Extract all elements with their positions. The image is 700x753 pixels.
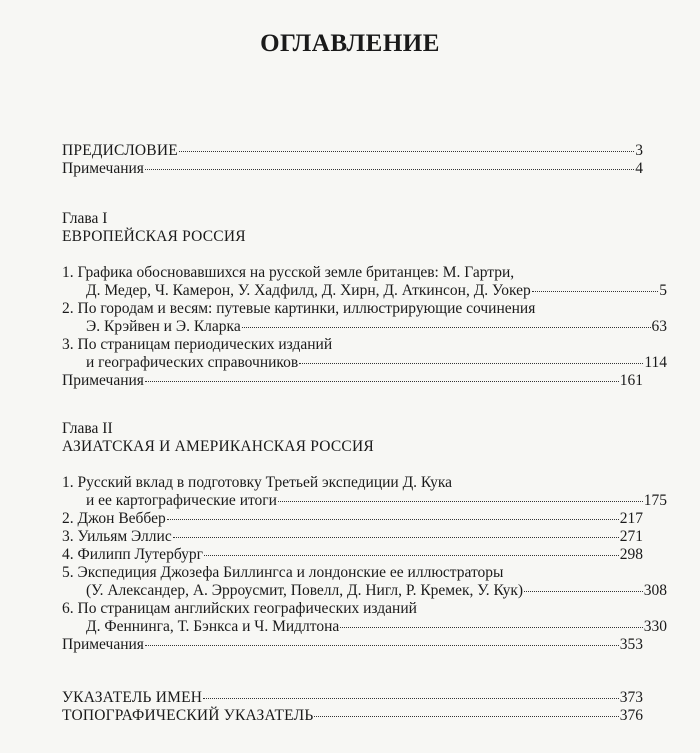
toc-entry-line: 3. По страницам периодических изданий	[62, 336, 333, 353]
toc-entry-topographic-index	[62, 707, 643, 725]
leader-dots	[145, 645, 619, 646]
toc-entry-line: 6. По страницам английских географических изданий	[62, 600, 417, 617]
leader-dots	[167, 519, 619, 520]
leader-dots	[204, 555, 619, 556]
leader-dots	[242, 327, 651, 328]
entry-text: ТОПОГРАФИЧЕСКИЙ УКАЗАТЕЛЬ	[62, 707, 314, 724]
entry-text: 3. Уильям Эллис	[62, 528, 172, 545]
page-number: 308	[643, 582, 667, 599]
toc-entry-notes-front	[62, 160, 643, 178]
toc-entry-notes-ch1	[62, 372, 643, 390]
page-number: 63	[651, 318, 667, 335]
entry-text: Примечания	[62, 160, 144, 177]
entry-text: и географических справочников	[86, 354, 299, 371]
leader-dots	[145, 169, 634, 170]
page-number: 373	[619, 689, 643, 706]
toc-entry	[62, 354, 667, 372]
page-number: 4	[635, 160, 643, 177]
toc-entry	[62, 618, 667, 636]
leader-dots	[278, 501, 643, 502]
page-number: 376	[619, 707, 643, 724]
chapter-title: АЗИАТСКАЯ И АМЕРИКАНСКАЯ РОССИЯ	[62, 438, 374, 455]
chapter-label: Глава II	[62, 420, 113, 437]
toc-entry-preface	[62, 142, 643, 160]
page-number: 271	[619, 528, 643, 545]
leader-dots	[179, 151, 634, 152]
page-number: 3	[635, 142, 643, 159]
chapter-label: Глава I	[62, 210, 108, 227]
page-number: 298	[619, 546, 643, 563]
entry-text: и ее картографические итоги	[86, 492, 277, 509]
leader-dots	[299, 363, 643, 364]
entry-text: Э. Крэйвен и Э. Кларка	[86, 318, 241, 335]
page-number: 5	[659, 282, 667, 299]
page-number: 217	[619, 510, 643, 527]
chapter-title: ЕВРОПЕЙСКАЯ РОССИЯ	[62, 228, 246, 245]
toc-entry	[62, 528, 643, 546]
toc-entry	[62, 510, 643, 528]
entry-text: ПРЕДИСЛОВИЕ	[62, 142, 178, 159]
leader-dots	[145, 381, 619, 382]
leader-dots	[203, 698, 619, 699]
page-number: 161	[619, 372, 643, 389]
page-number: 175	[643, 492, 667, 509]
toc-entry	[62, 318, 667, 336]
toc-entry-line: 2. По городам и весям: путевые картинки, иллюстрирующие сочинения	[62, 300, 536, 317]
toc-entry	[62, 492, 667, 510]
entry-text: УКАЗАТЕЛЬ ИМЕН	[62, 689, 203, 706]
toc-entry	[62, 282, 667, 300]
entry-text: (У. Александер, А. Эрроусмит, Повелл, Д. Нигл, Р. Кремек, У. Кук)	[86, 582, 524, 599]
toc-entry-line: 5. Экспедиция Джозефа Биллингса и лондонские ее иллюстраторы	[62, 564, 504, 581]
leader-dots	[532, 291, 658, 292]
toc-entry	[62, 546, 643, 564]
toc-entry-line: 1. Графика обосновавшихся на русской земле британцев: М. Гартри,	[62, 264, 515, 281]
page-number: 330	[643, 618, 667, 635]
page-number: 353	[619, 636, 643, 653]
entry-text: Д. Медер, Ч. Камерон, У. Хадфилд, Д. Хирн, Д. Аткинсон, Д. Уокер	[86, 282, 531, 299]
leader-dots	[340, 627, 642, 628]
entry-text: 4. Филипп Лутербург	[62, 546, 203, 563]
toc-entry-name-index	[62, 689, 643, 707]
page-number: 114	[644, 354, 667, 371]
toc-entry-line: 1. Русский вклад в подготовку Третьей экспедиции Д. Кука	[62, 474, 453, 491]
entry-text: Д. Феннинга, Т. Бэнкса и Ч. Мидлтона	[86, 618, 340, 635]
page-title: ОГЛАВЛЕНИЕ	[260, 30, 440, 57]
entry-text: Примечания	[62, 636, 144, 653]
leader-dots	[173, 537, 619, 538]
entry-text: Примечания	[62, 372, 144, 389]
toc-entry	[62, 582, 667, 600]
leader-dots	[524, 591, 643, 592]
entry-text: 2. Джон Веббер	[62, 510, 166, 527]
leader-dots	[314, 716, 618, 717]
toc-entry-notes-ch2	[62, 636, 643, 654]
